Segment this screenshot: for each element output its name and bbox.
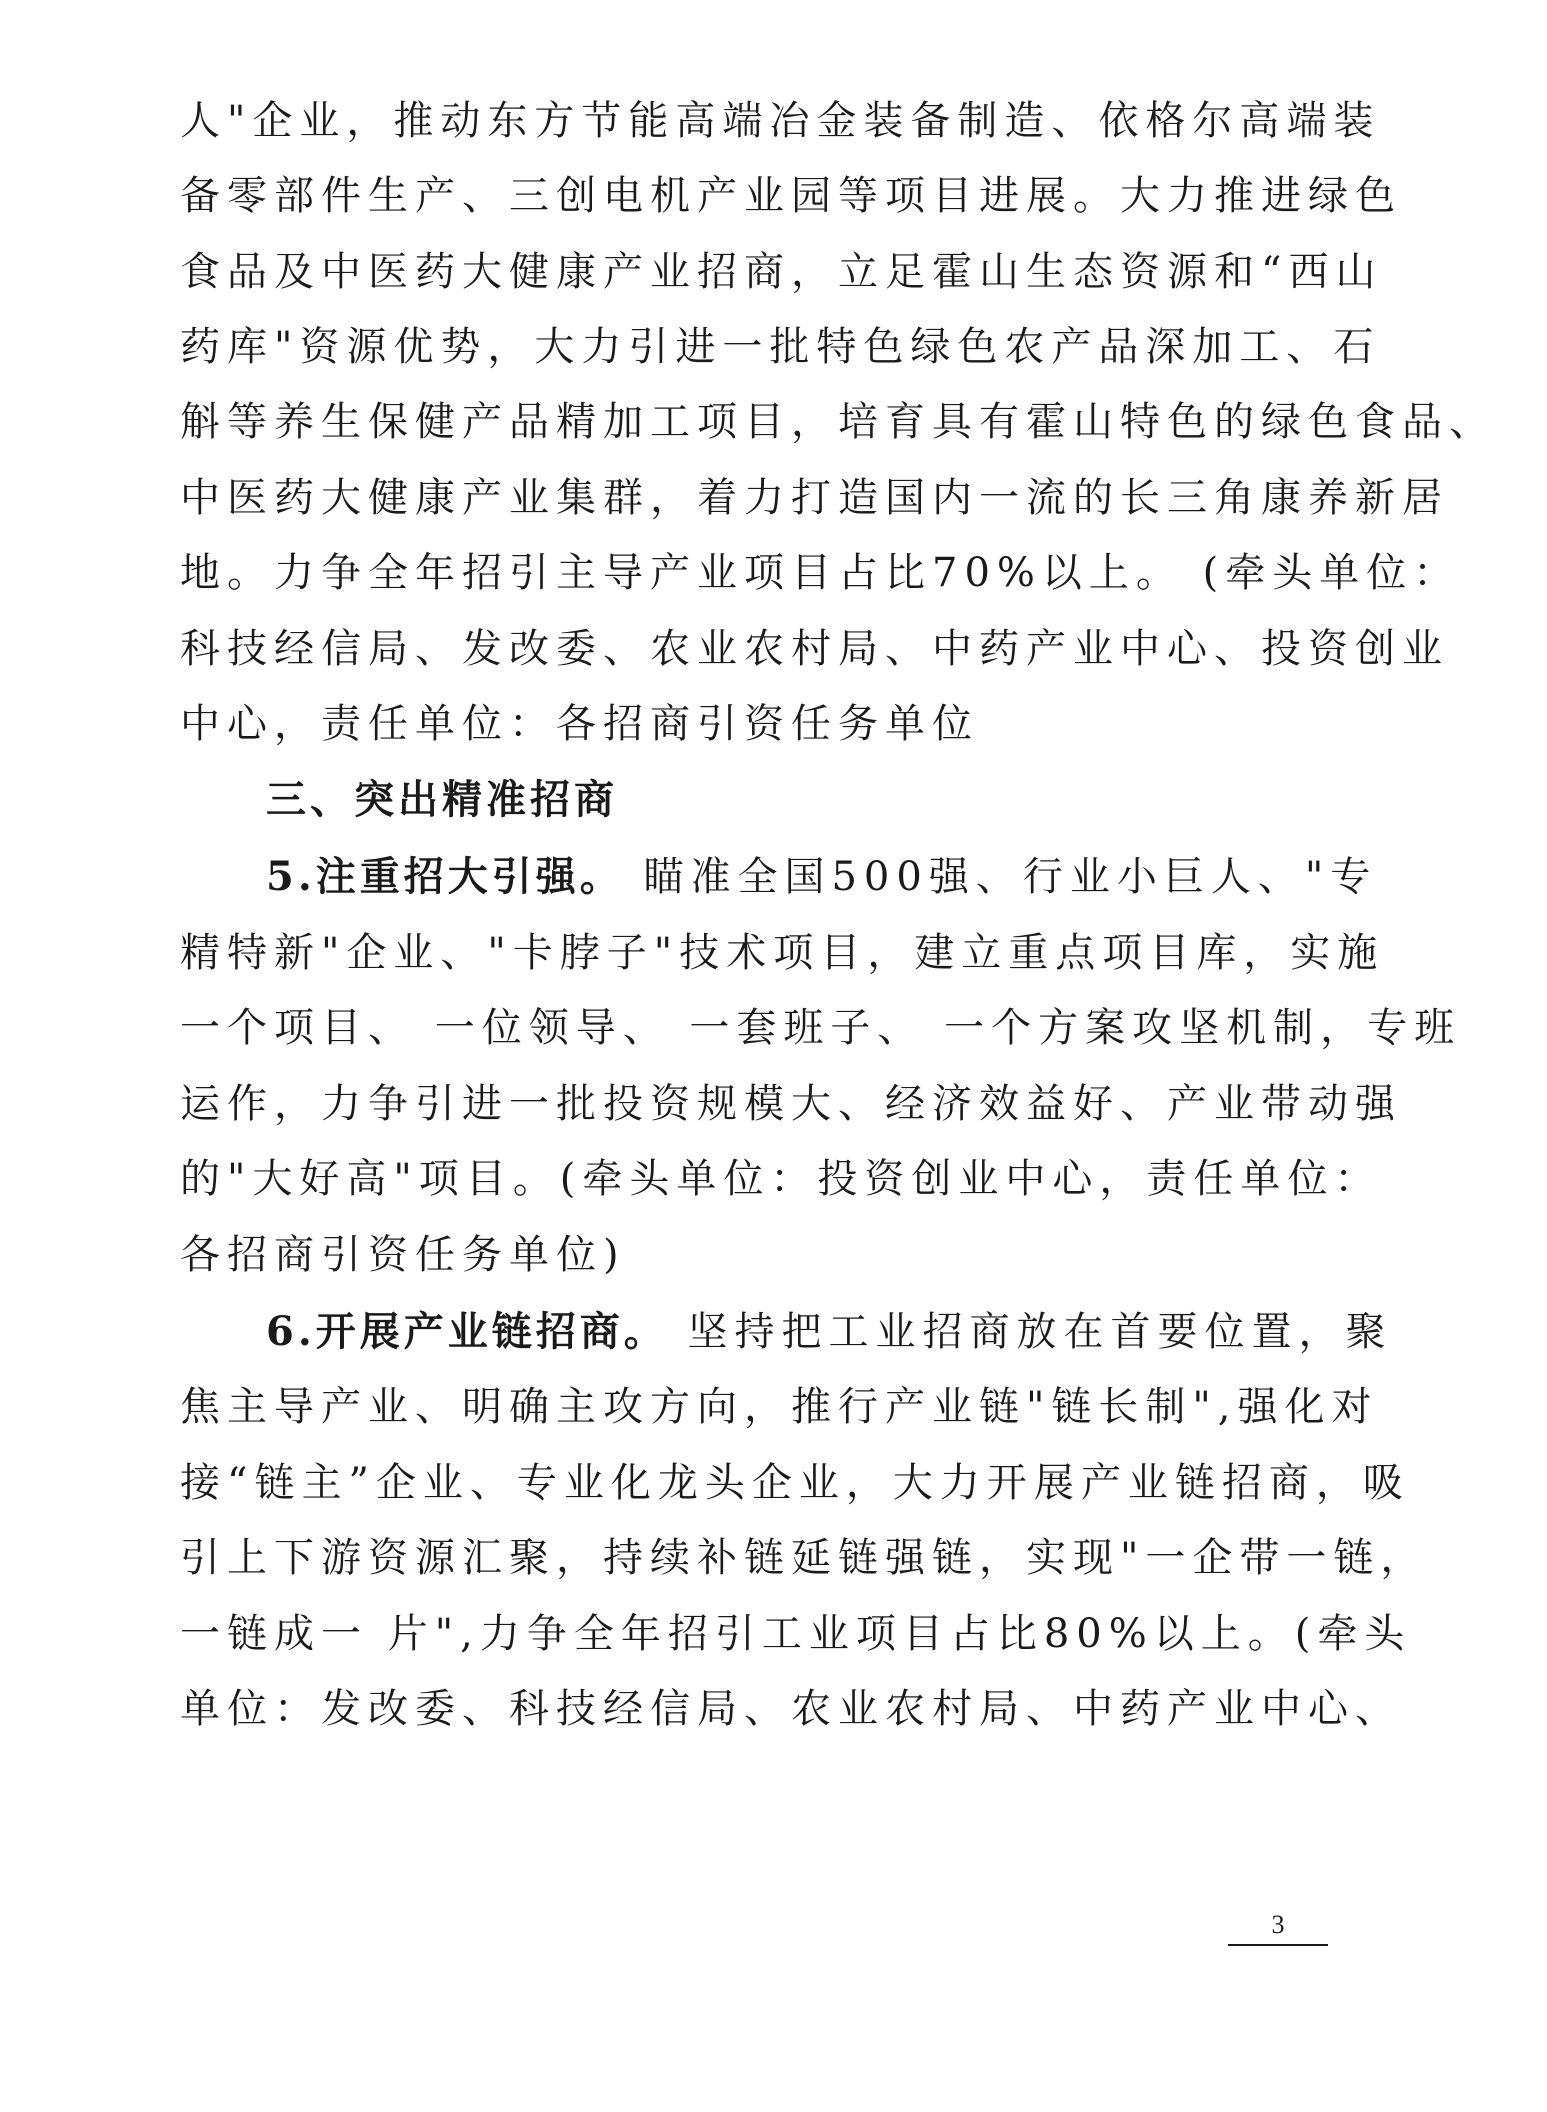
item-6-line: 一链成一 片",力争全年招引工业项目占比80%以上。(牵头 [180, 1611, 1412, 1657]
paragraph-line: 中心，责任单位：各招商引资任务单位 [180, 701, 979, 747]
paragraph-line: 药库"资源优势，大力引进一批特色绿色农产品深加工、石 [180, 324, 1381, 370]
item-5-line: 各招商引资任务单位) [180, 1232, 626, 1278]
item-5-line: 一个项目、 一位领导、 一套班子、 一个方案攻坚机制，专班 [180, 1005, 1462, 1051]
page-number: 3 [1228, 1910, 1328, 1946]
paragraph-line: 食品及中医药大健康产业招商，立足霍山生态资源和“西山 [180, 249, 1383, 295]
paragraph-line: 科技经信局、发改委、农业农村局、中药产业中心、投资创业 [180, 626, 1449, 672]
item-6-line: 接“链主”企业、专业化龙头企业，大力开展产业链招商，吸 [180, 1460, 1410, 1506]
paragraph-line: 中医药大健康产业集群，着力打造国内一流的长三角康养新居 [180, 475, 1449, 521]
item-5-first-line [266, 853, 1426, 900]
item-5-line: 精特新"企业、"卡脖子"技术项目，建立重点项目库，实施 [180, 930, 1385, 976]
item-5-line: 的"大好高"项目。(牵头单位：投资创业中心，责任单位： [180, 1156, 1382, 1202]
item-6-first-line [266, 1308, 1426, 1355]
item-6-line: 引上下游资源汇聚，持续补链延链强链，实现"一企带一链， [180, 1535, 1428, 1581]
paragraph-line: 人"企业，推动东方节能高端冶金装备制造、依格尔高端装 [180, 98, 1381, 144]
item-6-line: 焦主导产业、明确主攻方向，推行产业链"链长制",强化对 [180, 1384, 1379, 1430]
item-5-first-line-text: 瞄准全国500强、行业小巨人、"专 [623, 854, 1378, 900]
paragraph-line: 备零部件生产、三创电机产业园等项目进展。大力推进绿色 [180, 173, 1402, 219]
item-6-line: 单位：发改委、科技经信局、农业农村局、中药产业中心、 [180, 1686, 1402, 1732]
item-5-line: 运作，力争引进一批投资规模大、经济效益好、产业带动强 [180, 1081, 1402, 1127]
section-heading: 三、突出精准招商 [266, 777, 618, 823]
paragraph-line: 斛等养生保健产品精加工项目，培育具有霍山特色的绿色食品、 [180, 399, 1496, 445]
paragraph-line: 地。力争全年招引主导产业项目占比70%以上。 (牵头单位： [180, 550, 1461, 596]
item-6-title: 6.开展产业链招商。 [266, 1308, 668, 1355]
item-6-first-line-text: 坚持把工业招商放在首要位置，聚 [667, 1309, 1393, 1355]
item-5-title: 5.注重招大引强。 [266, 853, 624, 900]
